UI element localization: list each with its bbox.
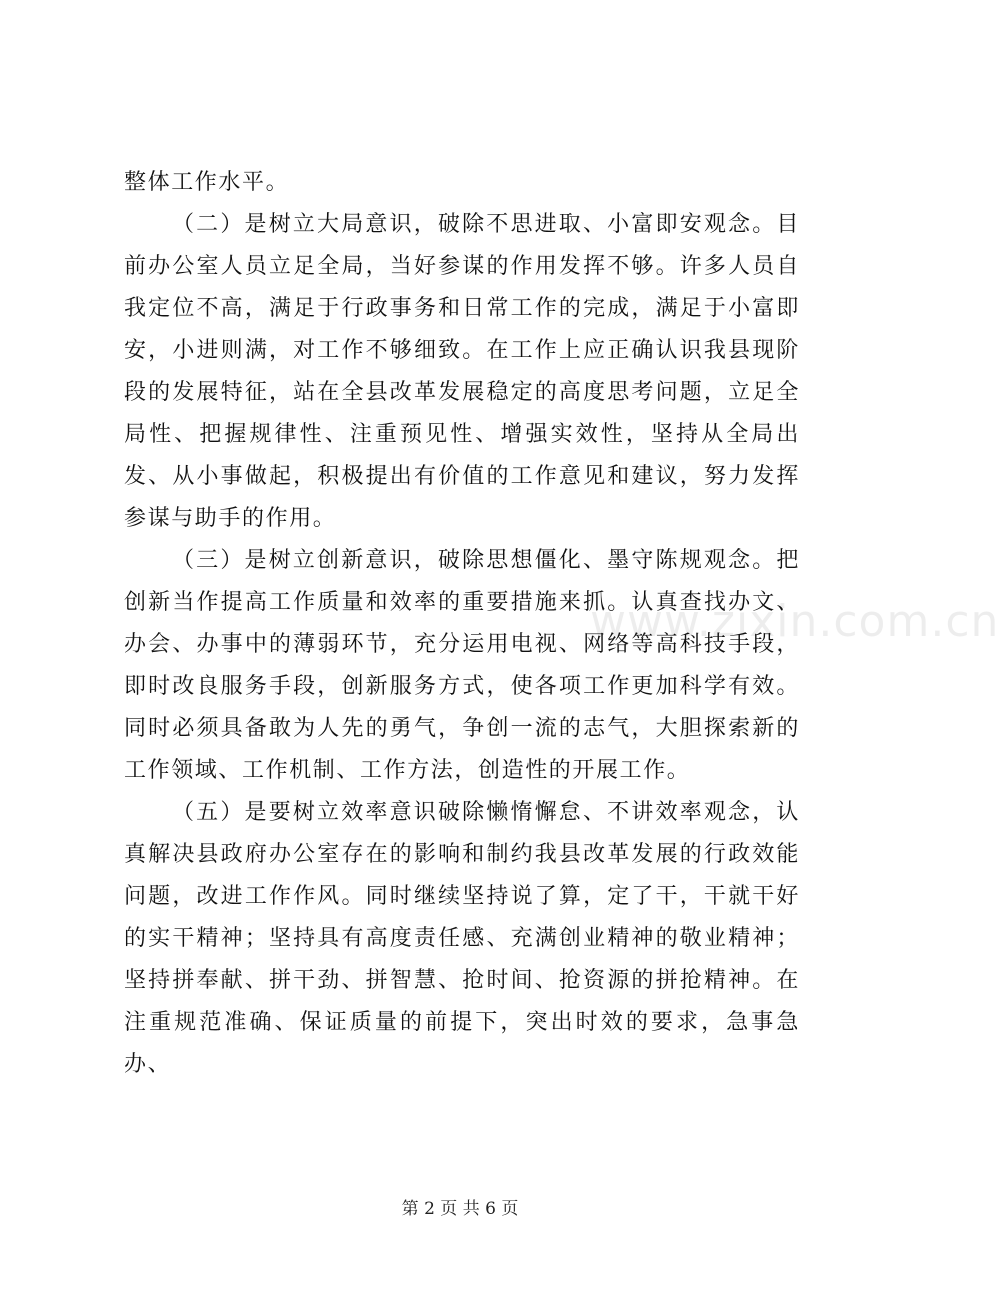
paragraph-2: （二）是树立大局意识，破除不思进取、小富即安观念。目前办公室人员立足全局，当好参谋的作用发挥不够。许多人员自我定位不高，满足于行政事务和日常工作的完成，满足于小富即安，小进则满，对工作不够细致。在工作上应正确认识我县现阶段的发展特征，站在全县改革发展稳定的高度思考问题，立足全局性、把握规律性、注重预见性、增强实效性，坚持从全局出发、从小事做起，积极提出有价值的工作意见和建议，努力发挥参谋与助手的作用。 (124, 212, 800, 531)
page-footer: 第 2 页 共 6 页 (401, 1199, 519, 1219)
paragraph-3: （三）是树立创新意识，破除思想僵化、墨守陈规观念。把创新当作提高工作质量和效率的重要措施来抓。认真查找办文、办会、办事中的薄弱环节，充分运用电视、网络等高科技手段，即时改良服务手段，创新服务方式，使各项工作更加科学有效。同时必须具备敢为人先的勇气，争创一流的志气，大胆探索新的工作领域、工作机制、工作方法，创造性的开展工作。 (124, 548, 800, 783)
paragraph-1: 整体工作水平。 (124, 170, 290, 195)
paragraph-4: （五）是要树立效率意识破除懒惰懈怠、不讲效率观念，认真解决县政府办公室存在的影响和制约我县改革发展的行政效能问题，改进工作作风。同时继续坚持说了算，定了干，干就干好的实干精神；坚持具有高度责任感、充满创业精神的敬业精神；坚持拼奉献、拼干劲、拼智慧、抢时间、抢资源的拼抢精神。在注重规范准确、保证质量的前提下，突出时效的要求，急事急办、 (124, 800, 800, 1077)
watermark: www.zixin.com.cn (590, 596, 999, 647)
document-body (124, 162, 800, 1086)
